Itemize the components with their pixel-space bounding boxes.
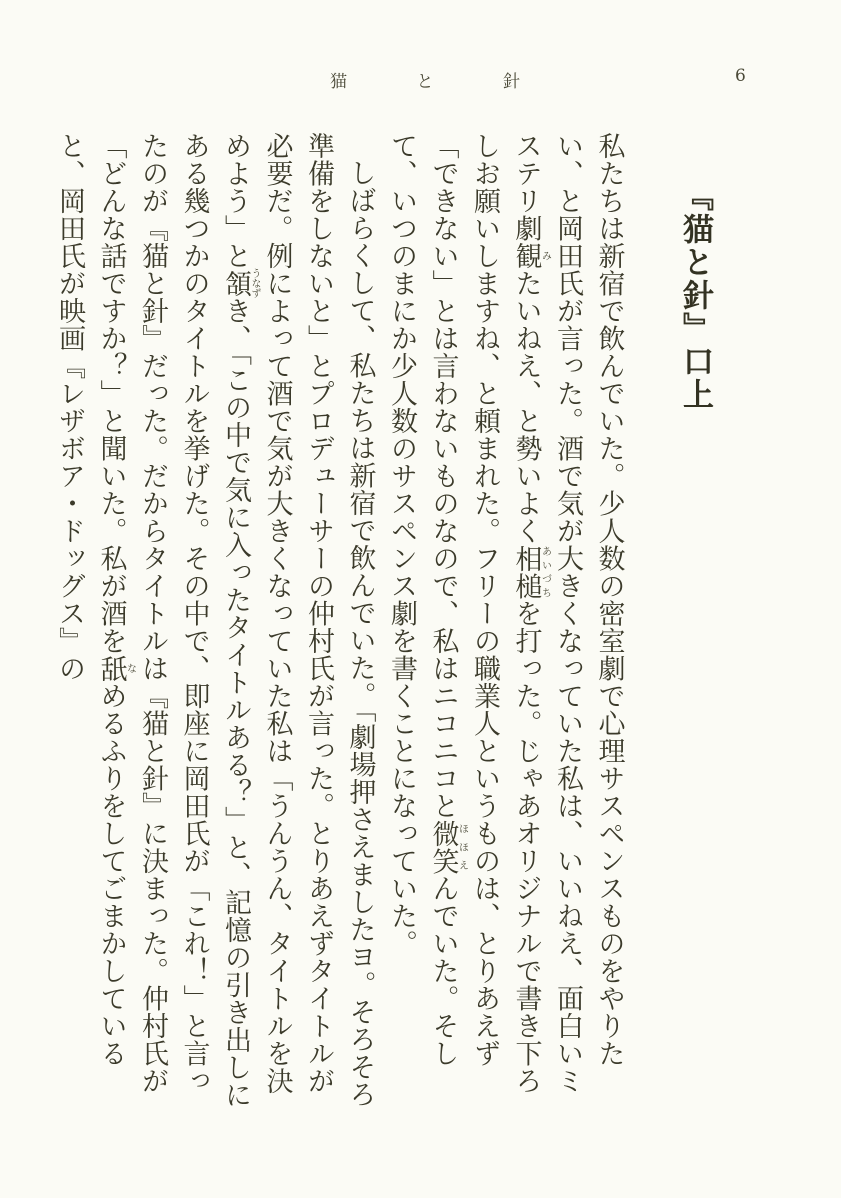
paragraph-2 (49, 132, 381, 1112)
text-run: んでいた。そして、いつのまにか少人数のサスペンス劇を書くことになっていた。 (386, 132, 459, 1067)
text-run: たいねえ、と勢いよく (510, 269, 542, 545)
ruby-annotation: 頷うなず (220, 268, 260, 299)
text-run: を打った。じゃあオリジナルで書き下ろしお願いしますね、と頼まれた。フリーの職業人というものは、とりあえず「できない」とは言わないものなので、私はニコニコと (427, 132, 542, 1095)
running-head-char: 針 (503, 71, 520, 92)
running-head-char: と (416, 71, 434, 92)
ruby-annotation: 舐な (95, 654, 136, 682)
ruby-annotation: 観み (510, 242, 551, 270)
page-number: 6 (735, 66, 746, 86)
vertical-text-block (49, 132, 747, 1112)
text-run: き、「この中で気に入ったタイトルある？」と、記憶の引き出しにある幾つかのタイトルを挙げた。その中で、即座に岡田氏が「これ！」と言ったのが『猫と針』だった。だからタイトルは『猫と針』に決まった。仲村氏が「どんな話ですか？」と聞いた。私が酒を (95, 132, 251, 1109)
paragraph-1 (381, 132, 630, 1112)
ruby-annotation: 微笑ほほえ (427, 819, 468, 875)
section-title: 『猫と針』口上 (677, 180, 713, 411)
text-run: 私たちは新宿で飲んでいた。少人数の密室劇で心理サスペンスものをやりたい、と岡田氏が言った。酒で気が大きくなっていた私は、いいねえ、面白いミステリ劇 (510, 132, 625, 1095)
text-run: めるふりをしてごまかしていると、岡田氏が映画『レザボア・ドッグス』の (54, 132, 127, 1067)
ruby-annotation: 相槌あいづち (510, 544, 551, 600)
text-run: しばらくして、私たちは新宿で飲んでいた。「劇場押さえましたヨ。そろそろ準備をしないと」とプロデューサーの仲村氏が言った。とりあえずタイトルが必要だ。例によって酒で気が大きくなっていた私は「うんうん、タイトルを決めよう」と (220, 132, 376, 1108)
running-head-char: 猫 (330, 71, 347, 92)
running-head (330, 64, 520, 94)
